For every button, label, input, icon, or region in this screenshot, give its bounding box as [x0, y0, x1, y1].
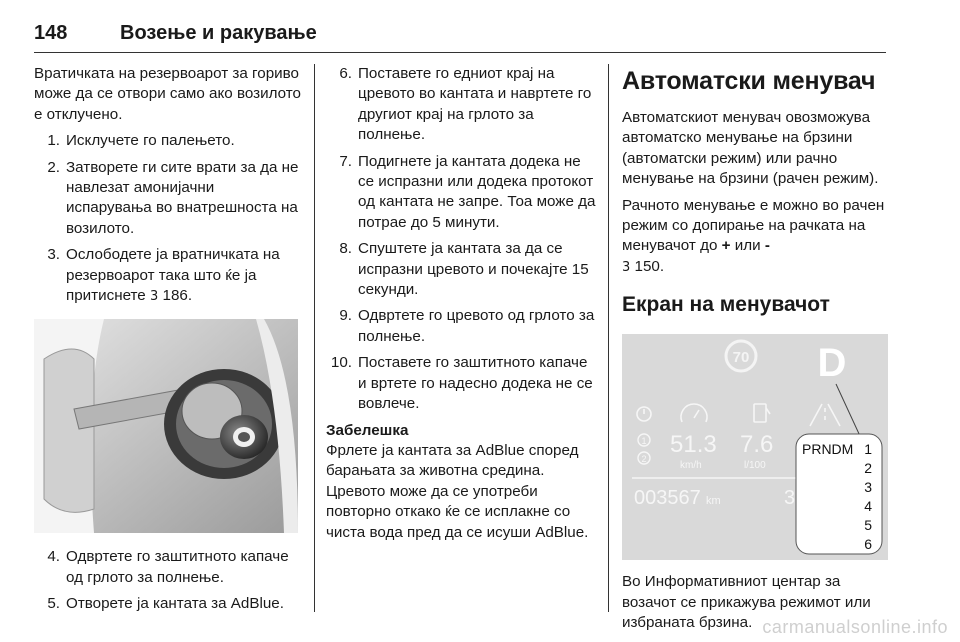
- list-item: 6. Поставете го едниот крај на цревото во кантата и навртете го другиот крај на грлото за полнење.: [339, 65, 592, 144]
- list-item: 4. Одвртете го заштитното капаче од грлото за полнење.: [47, 548, 289, 586]
- header-divider: [34, 52, 886, 53]
- odometer-readout: 003567: [634, 487, 701, 510]
- fuel-door-illustration: [34, 319, 298, 533]
- speed-unit: km/h: [680, 460, 702, 472]
- subsection-heading: Екран на менувачот: [622, 293, 830, 317]
- intro-paragraph: Автоматскиот менувач овозможува автоматско менување на брзини (автоматски режим) или рачно менување на брзини (рачен режим).: [622, 109, 879, 188]
- page-ref-icon: 3: [622, 259, 631, 275]
- note-text: Фрлете ја кантата за AdBlue според барањата за животна средина. Цревото може да се употреби повторно откако ќе се исплакне со чиста вода пред да се исуши AdBlue.: [326, 441, 589, 541]
- steps-list-a: [34, 131, 302, 307]
- odometer-unit: km: [706, 495, 721, 508]
- gear-2: 2: [864, 460, 872, 477]
- intro-paragraph: Вратичката на резервоарот за гориво може да се отвори само ако возилото е отклучено.: [34, 65, 301, 123]
- driver-info-display: [622, 334, 888, 560]
- steps-list-c: [326, 64, 596, 415]
- speed-limit-value: 70: [732, 349, 750, 367]
- list-item: 9. Одвртете го цревото од грлото за полнење.: [339, 307, 595, 345]
- minus-symbol: -: [764, 237, 770, 255]
- page-number: 148: [34, 22, 68, 44]
- list-item: 8. Спуштете ја кантата за да се испразни цревото и почекајте 15 секунди.: [339, 240, 589, 299]
- gear-4: 4: [864, 498, 872, 515]
- column-1: [34, 64, 302, 621]
- list-item: 2. Затворете ги сите врати за да не навлезат амонијачни испарувања во внатрешноста на возилото.: [47, 158, 299, 237]
- fuel-door-photo: [34, 319, 298, 533]
- caption-paragraph: Во Информативниот центар за возачот се прикажува режимот или избраната брзина.: [622, 573, 871, 632]
- note-title: Забелешка: [326, 421, 409, 439]
- list-item: 7. Подигнете ја кантата додека не се испразни или додека протокот од кантата не запре. Тоа може да потрае до 5 минути.: [339, 152, 596, 231]
- column-divider-1: [314, 64, 315, 612]
- list-item: 10. Поставете го заштитното капаче и вртете го надесно додека не се вовлече.: [330, 354, 593, 413]
- page-header: [34, 22, 884, 52]
- steps-list-b: [34, 547, 302, 614]
- page-title: Возење и ракување: [120, 22, 317, 44]
- fuel-readout: 7.6: [740, 431, 774, 459]
- gear-display-illustration: [622, 334, 888, 560]
- gear-6: 6: [864, 536, 872, 553]
- page-ref-icon: 3: [149, 289, 159, 305]
- section-heading: Автоматски менувач: [622, 67, 876, 95]
- list-item: 3. Ослободете ја вратничката на резервоарот така што ќе ја притиснете 3 186.: [47, 246, 280, 305]
- plus-symbol: +: [721, 237, 731, 255]
- column-divider-2: [608, 64, 609, 612]
- trip-readout: 3: [784, 487, 796, 510]
- gear-modes: PRNDM: [802, 441, 854, 458]
- timer-1-label: 1: [641, 436, 647, 447]
- watermark: carmanualsonline.info: [762, 617, 948, 637]
- timer-2-label: 2: [641, 454, 647, 465]
- column-2: [326, 64, 596, 543]
- list-item: 1. Исклучете го палењето.: [47, 132, 235, 150]
- current-gear: D: [817, 341, 847, 386]
- page-ref[interactable]: 150.: [634, 257, 665, 275]
- column-3: [622, 64, 888, 633]
- gear-3: 3: [864, 479, 872, 496]
- gear-5: 5: [864, 517, 872, 534]
- gear-1: 1: [864, 441, 872, 458]
- page-ref[interactable]: 186.: [162, 287, 193, 305]
- fuel-unit: l/100: [744, 460, 766, 472]
- list-item: 5. Отворете ја кантата за AdBlue.: [47, 595, 284, 613]
- manual-mode-paragraph: Рачното менување е можно во рачен режим со допирање на рачката на менувачот до + или - 3 150.: [622, 196, 885, 275]
- speed-readout: 51.3: [670, 431, 717, 459]
